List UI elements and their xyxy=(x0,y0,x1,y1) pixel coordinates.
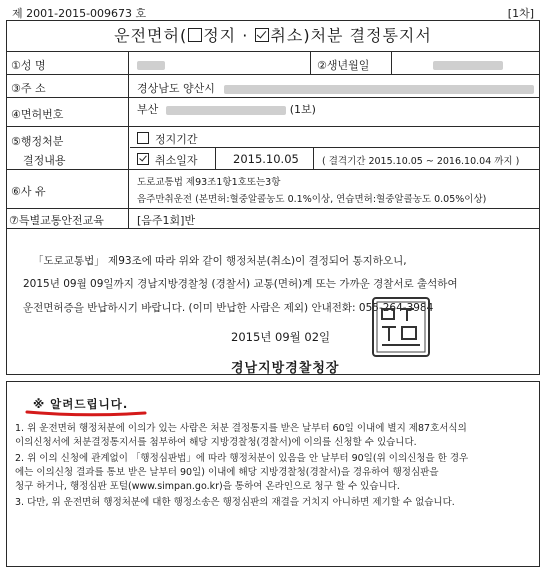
name-label: ①성 명 xyxy=(11,59,46,72)
notice-item: 에는 이의신청 결과를 통보 받은 날부터 90일) 이내에 해당 지방경찰청(경찰서)을 경유하여 행정심판을 xyxy=(15,467,439,478)
notice-box xyxy=(6,381,540,567)
license-value: 부산 (1보) xyxy=(137,103,316,116)
reason-label: ⑥사 유 xyxy=(11,185,46,198)
row-admin-decision xyxy=(7,127,539,170)
notice-item: 이의신청서에 처분결정통지서를 첨부하여 해당 지방경찰청(경찰서)에 이의를 신청할 수 있습니다. xyxy=(15,437,417,448)
row-address xyxy=(7,75,539,98)
special-value: [음주1회]반 xyxy=(137,214,196,227)
notice-item: 청구 하거나, 행정심판 포털(www.simpan.go.kr)을 통하여 온라인으로 청구 할 수 있습니다. xyxy=(15,481,400,492)
suspend-option: 정지기간 xyxy=(137,131,198,147)
body-line-1: 「도로교통법」 제93조에 따라 위와 같이 행정처분(취소)이 결정되어 통지하오니, xyxy=(33,255,407,267)
redaction-mark xyxy=(433,61,503,70)
underline-mark-icon xyxy=(25,409,147,417)
address-value: 경상남도 양산시 xyxy=(137,80,534,96)
special-label: ⑦특별교통안전교육 xyxy=(9,214,104,227)
reason-line-1: 도로교통법 제93조1항1호또는3항 xyxy=(137,177,281,188)
doc-number: 제 2001-2015-009673 호 xyxy=(12,7,147,20)
redaction-mark xyxy=(166,106,286,115)
issue-date: 2015년 09월 02일 xyxy=(231,330,331,344)
row-name xyxy=(7,52,539,75)
document-header xyxy=(8,2,540,20)
birth-label: ②생년월일 xyxy=(317,59,370,72)
disqualification-period: ( 결격기간 2015.10.05 ~ 2016.10.04 까지 ) xyxy=(322,156,520,167)
checkbox-empty-icon xyxy=(137,132,149,144)
notice-item: 3. 다만, 위 운전면허 행정처분에 대한 행정소송은 행정심판의 재결을 거치지 아니하면 제기할 수 없습니다. xyxy=(15,497,455,508)
reason-line-2: 음주만취운전 (본면허:혈중알콜농도 0.1%이상, 연습면허:혈중알콜농도 0.05%이상) xyxy=(137,194,487,205)
birth-value xyxy=(433,58,503,71)
page-marker: [1차] xyxy=(507,7,534,20)
notice-form xyxy=(6,20,540,375)
notice-item: 1. 위 운전면허 행정처분에 이의가 있는 사람은 처분 결정통지를 받은 날부터 60일 이내에 별지 제87호서식의 xyxy=(15,423,467,434)
checkbox-checked-icon xyxy=(137,153,149,165)
revoke-date: 2015.10.05 xyxy=(233,152,299,166)
revoke-option: 취소일자 xyxy=(137,152,198,168)
admin-label-1: ⑤행정처분 xyxy=(11,135,64,148)
form-title: 운전면허( 정지 · 취소)처분 결정통지서 xyxy=(7,21,539,52)
license-label: ④면허번호 xyxy=(11,108,64,121)
address-label: ③주 소 xyxy=(11,82,46,95)
name-value xyxy=(137,58,165,71)
row-reason xyxy=(7,170,539,209)
redaction-mark xyxy=(224,85,534,94)
notice-item: 2. 위 이의 신청에 관계없이 「행정심판법」에 따라 행정처분이 있음을 안 날부터 90일(위 이의신청을 한 경우 xyxy=(15,453,469,464)
issuer-name: 경남지방경찰청장 xyxy=(231,361,340,376)
revoke-checkbox-icon xyxy=(255,28,269,42)
row-special-education xyxy=(7,209,539,229)
notice-title: ※ 알려드립니다. xyxy=(33,397,129,411)
suspend-checkbox-icon xyxy=(188,28,202,42)
admin-label-2: 결정내용 xyxy=(23,154,66,167)
row-license xyxy=(7,98,539,127)
body-line-2: 2015년 09월 09일까지 경남지방경찰청 (경찰서) 교통(면허)계 또는 가까운 경찰서로 출석하여 xyxy=(23,278,458,290)
official-seal-icon xyxy=(372,297,430,357)
body-line-3: 운전면허증을 반납하시기 바랍니다. (이미 반납한 사람은 제외) 안내전화: 055-264-3984 xyxy=(23,302,434,314)
redaction-mark xyxy=(137,61,165,70)
